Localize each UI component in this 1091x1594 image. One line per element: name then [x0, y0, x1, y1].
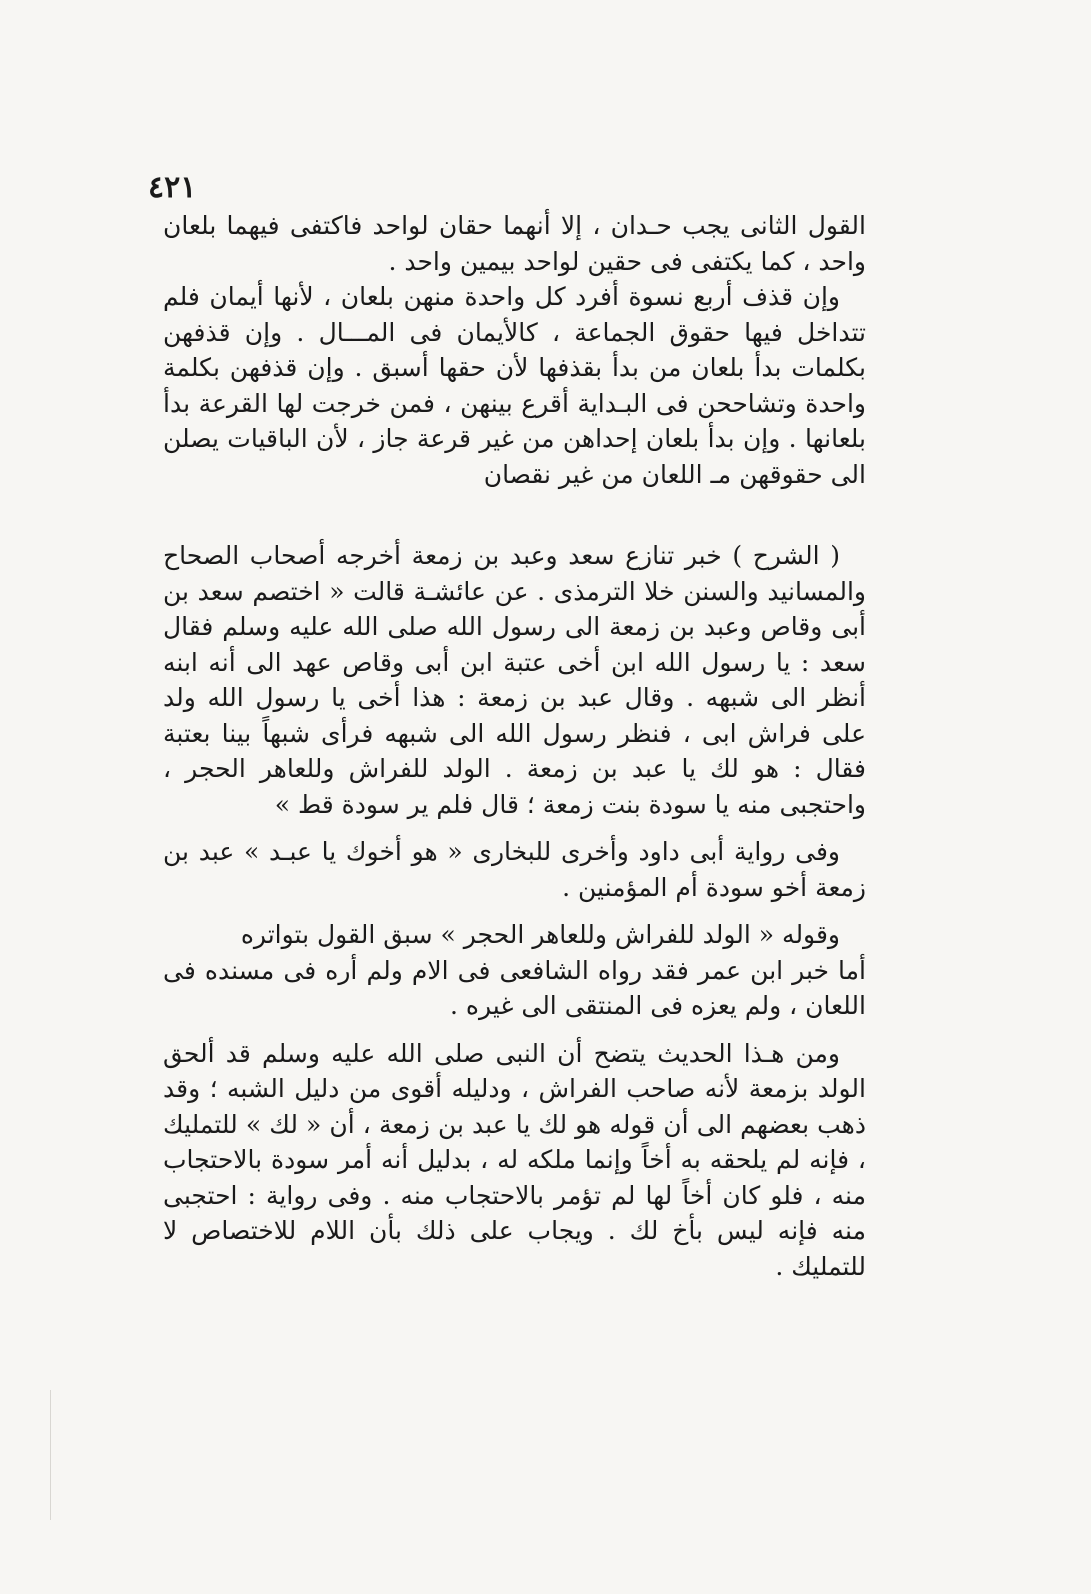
main-text — [163, 208, 866, 492]
scan-margin-line — [50, 1390, 51, 1520]
commentary-paragraph: وقوله « الولد للفراش وللعاهر الحجر » سبق القول بتواتره — [240, 920, 840, 949]
main-paragraph: وإن قذف أربع نسوة أفرد كل واحدة منهن بلعان ، لأنها أيمان فلم تتداخل فيها حقوق الجماعة ، كالأيمان فى المـــال . وإن قذفهن بكلمات بدأ بلعان من بدأ بقذفها لأن حقها أسبق . وإن قذفهن بكلمة واحدة وتشاححن فى البـداية أقرع بينهن ، فمن خرجت لها القرعة بدأ بلعانها . وإن بدأ بلعان إحداهن من غير قرعة جاز ، لأن الباقيات يصلن الى حقوقهن مـ اللعان من غير نقصان — [163, 282, 866, 489]
commentary-text — [163, 538, 866, 1284]
commentary-paragraph: أما خبر ابن عمر فقد رواه الشافعى فى الام ولم أره فى مسنده فى اللعان ، ولم يعزه فى المنتقى الى غيره . — [163, 955, 866, 1020]
commentary-paragraph: وفى رواية أبى داود وأخرى للبخارى « هو أخوك يا عبـد » عبد بن زمعة أخو سودة أم المؤمنين . — [163, 837, 866, 902]
commentary-paragraph: ( الشرح ) خبر تنازع سعد وعبد بن زمعة أخرجه أصحاب الصحاح والمسانيد والسنن خلا الترمذى . عن عائشـة قالت « اختصم سعد بن أبى وقاص وعبد بن زمعة الى رسول الله صلى الله عليه وسلم فقال سعد : يا رسول الله ابن أخى عتبة ابن أبى وقاص عهد الى أنه ابنه أنظر الى شبهه . وقال عبد بن زمعة : هذا أخى يا رسول الله ولد على فراش ابى ، فنظر رسول الله الى شبهه فرأى شبهاً بينا بعتبة فقال : هو لك يا عبد بن زمعة . الولد للفراش وللعاهر الحجر ، واحتجبى منه يا سودة بنت زمعة ؛ قال فلم ير سودة قط » — [163, 541, 866, 819]
commentary-paragraph: ومن هـذا الحديث يتضح أن النبى صلى الله عليه وسلم قد ألحق الولد بزمعة لأنه صاحب الفراش ، ودليله أقوى من دليل الشبه ؛ وقد ذهب بعضهم الى أن قوله هو لك يا عبد بن زمعة ، أن « لك » للتمليك ، فإنه لم يلحقه به أخاً وإنما ملكه له ، بدليل أنه أمر سودة بالاحتجاب منه ، فلو كان أخاً لها لم تؤمر بالاحتجاب منه . وفى رواية : احتجبى منه فإنه ليس بأخ لك . ويجاب على ذلك بأن اللام للاختصاص لا للتمليك . — [163, 1038, 866, 1281]
main-paragraph: القول الثانى يجب حـدان ، إلا أنهما حقان لواحد فاكتفى فيهما بلعان واحد ، كما يكتفى فى حقين لواحد بيمين واحد . — [163, 211, 866, 276]
page-number: ٤٢١ — [148, 170, 197, 205]
